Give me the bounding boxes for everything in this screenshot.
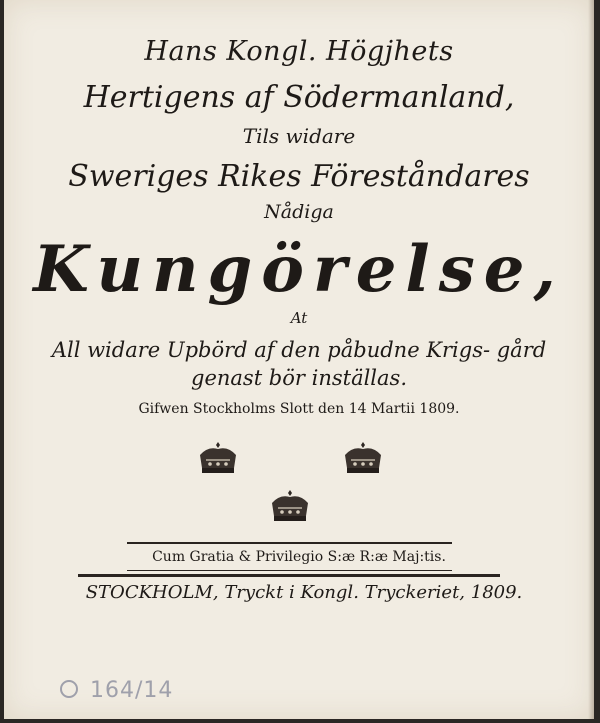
title-line-5: Nådiga <box>264 201 334 223</box>
proclamation-heading: Kungörelse, <box>33 232 565 307</box>
subject-text: All widare Upbörd af den påbudne Krigs- gård genast bör inställas. <box>51 338 547 390</box>
privilege-line: Cum Gratia & Privilegio S:æ R:æ Maj:tis. <box>152 549 446 565</box>
imprint-line: STOCKHOLM, Tryckt i Kongl. Tryckeriet, 1809. <box>85 582 523 603</box>
title-line-4: Sweriges Rikes Föreståndares <box>68 159 530 194</box>
title-line-7: At <box>290 309 308 327</box>
pencil-catalog-note <box>58 678 173 703</box>
title-line-1: Hans Kongl. Högjhets <box>144 36 454 67</box>
title-line-2: Hertigens af Södermanland, <box>83 80 515 115</box>
crown-icon <box>196 441 240 475</box>
divider-rule <box>78 574 500 577</box>
circled-mark-icon <box>58 678 80 700</box>
divider-rule <box>127 542 452 544</box>
divider-rule <box>127 570 452 571</box>
title-line-3: Tils widare <box>242 124 356 148</box>
crown-icon <box>341 441 385 475</box>
crown-icon <box>268 489 312 523</box>
date-line: Gifwen Stockholms Slott den 14 Martii 1809. <box>138 401 460 417</box>
catalog-number: 164/14 <box>90 678 174 703</box>
document-page <box>4 0 594 719</box>
